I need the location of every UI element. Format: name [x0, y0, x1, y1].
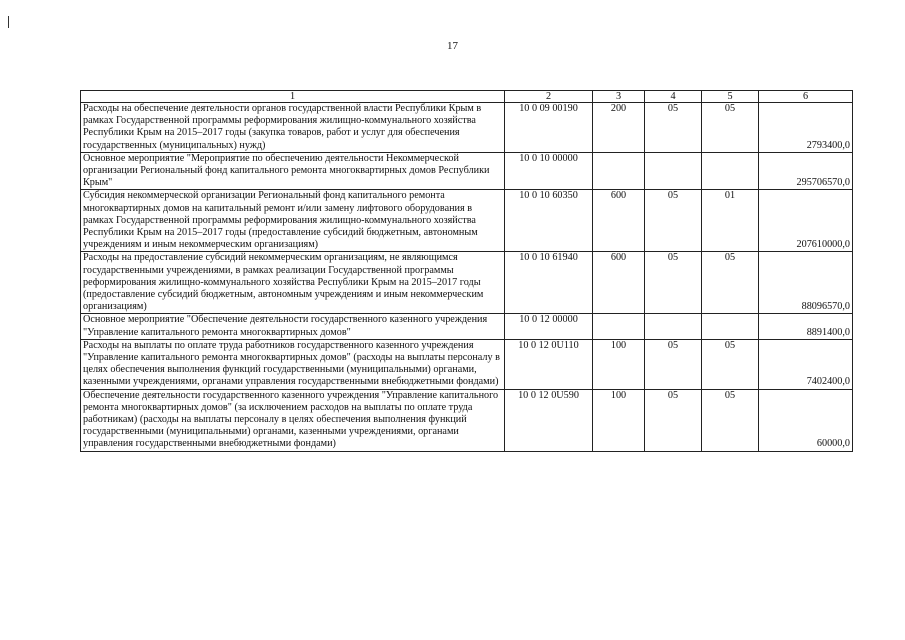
row-subsection: 05 — [702, 389, 759, 451]
row-description: Расходы на обеспечение деятельности органов государственной власти Республики Крым в рамках Государственной программы реформирования жилищно-коммунального хозяйства Республики Крым на 2015–2017 годы (закупка товаров, работ и услуг для обеспечения государственных (муниципальных) нужд) — [81, 103, 505, 153]
row-amount: 2793400,0 — [759, 103, 853, 153]
row-section: 05 — [645, 252, 702, 314]
header-col-5: 5 — [702, 91, 759, 103]
row-amount: 7402400,0 — [759, 339, 853, 389]
row-code: 10 0 10 61940 — [505, 252, 593, 314]
row-expense-type: 200 — [593, 103, 645, 153]
table-row — [81, 389, 853, 451]
row-subsection: 05 — [702, 252, 759, 314]
row-code: 10 0 12 00000 — [505, 314, 593, 339]
row-expense-type: 100 — [593, 389, 645, 451]
row-amount: 8891400,0 — [759, 314, 853, 339]
row-code: 10 0 12 0U590 — [505, 389, 593, 451]
scan-edge-mark — [8, 16, 9, 28]
row-code: 10 0 10 60350 — [505, 190, 593, 252]
row-subsection: 01 — [702, 190, 759, 252]
header-col-3: 3 — [593, 91, 645, 103]
row-expense-type: 600 — [593, 190, 645, 252]
table-row — [81, 152, 853, 190]
budget-table — [80, 90, 853, 452]
row-description: Обеспечение деятельности государственного казенного учреждения "Управление капитального ремонта многоквартирных домов" (за исключением расходов на выплаты по оплате труда работникам) (расходы на выплаты персоналу в целях обеспечения выполнения функций государственными (муниципальными) органами, казенными учреждениями, органами управления государственными внебюджетными фондами) — [81, 389, 505, 451]
row-expense-type — [593, 152, 645, 190]
row-description: Основное мероприятие "Мероприятие по обеспечению деятельности Некоммерческой организации Региональный фонд капитального ремонта многоквартирных домов Республики Крым" — [81, 152, 505, 190]
header-col-2: 2 — [505, 91, 593, 103]
row-subsection — [702, 314, 759, 339]
row-section — [645, 314, 702, 339]
row-section: 05 — [645, 389, 702, 451]
row-amount: 207610000,0 — [759, 190, 853, 252]
row-subsection — [702, 152, 759, 190]
row-code: 10 0 10 00000 — [505, 152, 593, 190]
page-number: 17 — [447, 40, 458, 52]
row-amount: 60000,0 — [759, 389, 853, 451]
table-row — [81, 252, 853, 314]
table-row — [81, 314, 853, 339]
table-row — [81, 103, 853, 153]
row-section: 05 — [645, 103, 702, 153]
row-subsection: 05 — [702, 103, 759, 153]
row-section: 05 — [645, 339, 702, 389]
row-code: 10 0 12 0U110 — [505, 339, 593, 389]
header-col-4: 4 — [645, 91, 702, 103]
row-section — [645, 152, 702, 190]
header-col-6: 6 — [759, 91, 853, 103]
table-row — [81, 339, 853, 389]
row-description: Расходы на предоставление субсидий некоммерческим организациям, не являющимся государственными учреждениями, в рамках реализации Государственной программы реформирования жилищно-коммунального хозяйства Республики Крым на 2015–2017 годы (предоставление субсидий бюджетным, автономным учреждениям и иным некоммерческим организациям) — [81, 252, 505, 314]
row-section: 05 — [645, 190, 702, 252]
row-description: Основное мероприятие "Обеспечение деятельности государственного казенного учреждения "Управление капитального ремонта многоквартирных домов" — [81, 314, 505, 339]
table-row — [81, 190, 853, 252]
row-subsection: 05 — [702, 339, 759, 389]
table-header-row — [81, 91, 853, 103]
header-col-1: 1 — [81, 91, 505, 103]
row-expense-type — [593, 314, 645, 339]
row-amount: 295706570,0 — [759, 152, 853, 190]
row-description: Расходы на выплаты по оплате труда работников государственного казенного учреждения "Управление капитального ремонта многоквартирных домов" (расходы на выплаты персоналу в целях обеспечения выполнения функций государственными (муниципальными) органами, казенными учреждениями, органами управления государственными внебюджетными фондами) — [81, 339, 505, 389]
row-expense-type: 100 — [593, 339, 645, 389]
budget-table-container — [80, 90, 852, 452]
row-code: 10 0 09 00190 — [505, 103, 593, 153]
row-amount: 88096570,0 — [759, 252, 853, 314]
row-expense-type: 600 — [593, 252, 645, 314]
row-description: Субсидия некоммерческой организации Региональный фонд капитального ремонта многоквартирных домов на капитальный ремонт и/или замену лифтового оборудования в рамках Государственной программы реформирования жилищно-коммунального хозяйства Республики Крым на 2015–2017 годы (предоставление субсидий бюджетным, автономным учреждениям и иным некоммерческим организациям) — [81, 190, 505, 252]
